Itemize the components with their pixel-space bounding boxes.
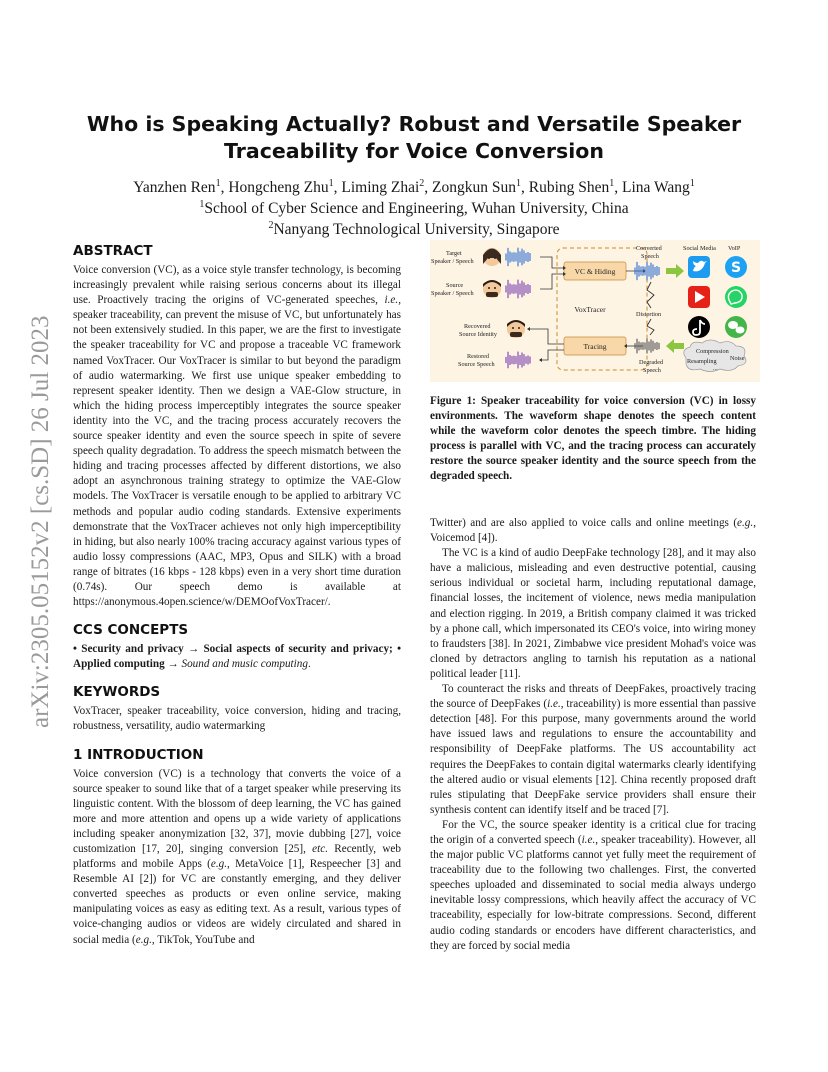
recovered-label-1: Recovered bbox=[464, 323, 491, 330]
source-label-2: Speaker / Speech bbox=[431, 290, 474, 297]
p4-ie: i.e. bbox=[581, 833, 596, 846]
author-affiliation-mark: 1 bbox=[215, 177, 221, 189]
author-affiliation-mark: 1 bbox=[609, 177, 615, 189]
converted-label-2: Speech bbox=[641, 253, 659, 260]
author-affiliation-mark: 2 bbox=[419, 177, 425, 189]
affiliation-mark: 1 bbox=[199, 198, 205, 210]
arxiv-stamp bbox=[18, 290, 58, 730]
distortion-label: Distortion bbox=[636, 311, 662, 318]
author-affiliation-mark: 1 bbox=[689, 177, 695, 189]
degraded-label-2: Speech bbox=[643, 367, 661, 374]
ccs-bold: • Security and privacy → Social aspects of security and privacy; • Applied computing → bbox=[73, 643, 401, 671]
degraded-label-1: Degraded bbox=[639, 359, 664, 366]
abstract-text bbox=[73, 263, 401, 610]
target-label-2: Speaker / Speech bbox=[431, 258, 474, 265]
voxtracer-label: VoxTracer bbox=[574, 305, 606, 314]
vc-hiding-label: VC & Hiding bbox=[574, 267, 616, 276]
p3-ie: i.e. bbox=[547, 698, 561, 711]
ccs-heading: CCS CONCEPTS bbox=[73, 622, 189, 639]
p3-part: , traceability) is more essential than passive detection [48]. For this purpose, many governments around the world have issued laws and regulations to ensure the accountability and responsibility of DeepFake platforms. The US accountability act requires the DeepFakes to contain digital watermarks clearly identifying the altered audio or visual elements [12]. China recently proposed draft rules stipulating that DeepFake service providers shall ensure their synthesis content can identify itself and be traced [7]. bbox=[430, 698, 756, 816]
p4-part: , speaker traceability). However, all the major public VC platforms cannot yet fully meet the requirement of traceability due to the following two challenges. First, the converted speeches uploaded and disseminated to social media always undergo inevitable lossy compressions, which heavily affect the accuracy of VC traceability, especially for low-bitrate compressions. Second, different audio coding standards or encoders have different characteristics, and they are forced by social media bbox=[430, 833, 756, 952]
author-name: Hongcheng Zhu bbox=[228, 179, 329, 196]
converted-label-1: Converted bbox=[636, 245, 662, 252]
figure-1 bbox=[430, 240, 760, 382]
intro-eg: e.g. bbox=[135, 933, 152, 946]
intro-eg: e.g. bbox=[210, 858, 228, 871]
ccs-text bbox=[73, 642, 401, 672]
recovered-label-2: Source Identity bbox=[459, 331, 497, 338]
author-block bbox=[80, 177, 748, 240]
left-column bbox=[73, 243, 401, 948]
resampling-label: Resampling bbox=[687, 358, 717, 365]
tracing-label: Tracing bbox=[583, 342, 607, 351]
intro-part: Recently, web platforms and mobile Apps ( bbox=[73, 843, 401, 871]
skype-glyph: S bbox=[730, 260, 742, 276]
affiliation-1 bbox=[80, 198, 748, 219]
p4-part: For the VC, the source speaker identity is a critical clue for tracing the origin of a converted speech ( bbox=[430, 818, 756, 846]
target-speaker-icon bbox=[483, 248, 501, 266]
intro-paragraph-2: The VC is a kind of audio DeepFake technology [28], and it may also have a malicious, misleading and even destructive potential, causing serious individual or societal harm, including reputational damage, financial losses, the incitement of violence, news media manipulation and election rigging. In 2019, a British company claimed it was tricked by a phone call, which impersonated its CEO's voice, into wiring money to fraudsters [38]. In 2021, Zimbabwe vice president Mohad's voice was cloned by detractors angling to tarnish his reputation as a national political leader [11]. bbox=[430, 547, 756, 680]
title-line-1: Who is Speaking Actually? Robust and Versatile Speaker bbox=[86, 112, 742, 136]
affiliation-mark: 2 bbox=[268, 219, 274, 231]
keywords-heading: KEYWORDS bbox=[73, 684, 161, 701]
p3-part: To counteract the risks and threats of DeepFakes, proactively tracing the source of DeepFakes ( bbox=[430, 683, 756, 711]
wechat-bubble-1 bbox=[728, 321, 738, 329]
cont-part: Twitter) and are also applied to voice calls and online meetings ( bbox=[430, 517, 738, 529]
author-affiliation-mark: 1 bbox=[516, 177, 521, 189]
recovered-speaker-icon bbox=[507, 320, 525, 338]
right-column bbox=[430, 516, 756, 954]
keywords-text: VoxTracer, speaker traceability, voice conversion, hiding and tracing, robustness, versatility, audio watermarking bbox=[73, 705, 401, 733]
target-label-1: Target bbox=[446, 250, 462, 257]
source-label-1: Source bbox=[446, 282, 464, 289]
wechat-bubble-2 bbox=[736, 327, 745, 334]
abstract-ie: i.e. bbox=[384, 294, 399, 307]
intro-paragraph-3 bbox=[430, 682, 756, 818]
abstract-part: Voice conversion (VC), as a voice style transfer technology, is becoming increasingly prevalent while raising serious concerns about its illegal use. Proactively tracing the origins of VC-generated speeches, bbox=[73, 264, 401, 307]
cont-eg: e.g. bbox=[737, 517, 754, 529]
ccs-italic: Sound and music computing bbox=[181, 658, 308, 671]
author-affiliation-mark: 1 bbox=[328, 177, 334, 189]
author-name: Yanzhen Ren bbox=[133, 179, 216, 196]
affiliation-1-text: School of Cyber Science and Engineering, Wuhan University, China bbox=[204, 200, 629, 217]
cont-part: , Voicemod [4]). bbox=[430, 517, 756, 545]
intro-etc: etc. bbox=[312, 843, 329, 855]
arxiv-stamp-text: arXiv:2305.05152v2 [cs.SD] 26 Jul 2023 bbox=[27, 315, 54, 728]
compression-label: Compression bbox=[696, 348, 729, 355]
author-name: Zongkun Sun bbox=[432, 179, 516, 196]
title-line-2: Traceability for Voice Conversion bbox=[224, 139, 604, 163]
affiliation-2 bbox=[80, 219, 748, 240]
intro-continuation bbox=[430, 516, 756, 546]
author-name: Liming Zhai bbox=[341, 179, 420, 196]
figure-caption: Figure 1: Speaker traceability for voice conversion (VC) in lossy environments. The waveform shape denotes the speech content while the waveform color denotes the speech timbre. The hiding process is parallel with VC, and the tracing process can accurately restore the source speaker identity and the source speech from the degraded speech. bbox=[430, 395, 756, 483]
noise-label: Noise bbox=[730, 355, 745, 362]
intro-part: Voice conversion (VC) is a technology that converts the voice of a source speaker to sound like that of a target speaker while preserving its linguistic content. With the blossom of deep learning, the VC has gained more and more attention and opens up a wide variety of applications including speaker anonymization [32, 37], movie dubbing [27], voice customization [17, 20], singing conversion [25], bbox=[73, 767, 401, 855]
author-name: Rubing Shen bbox=[528, 179, 610, 196]
social-media-label: Social Media bbox=[683, 245, 716, 252]
intro-part: , TikTok, YouTube and bbox=[151, 933, 255, 946]
figure-caption-block bbox=[430, 394, 756, 485]
cloud-dots: ... bbox=[713, 365, 718, 372]
restored-label-2: Source Speech bbox=[458, 361, 495, 368]
intro-part: , MetaVoice [1], Respeecher [3] and Resemble AI [2]) for VC are constantly emerging, and they deliver converted speeches as products or even online service, making manipulating voices as easy as editing text. As a result, various types of voice-changing audios or videos are widely circulated and shared in social media ( bbox=[73, 858, 401, 946]
author-name: Lina Wang bbox=[622, 179, 690, 196]
paper-title bbox=[80, 111, 748, 165]
intro-heading: 1 INTRODUCTION bbox=[73, 746, 204, 763]
voip-label: VoIP bbox=[728, 245, 741, 252]
intro-paragraph bbox=[73, 767, 401, 948]
intro-paragraph-4 bbox=[430, 818, 756, 954]
restored-label-1: Restored bbox=[467, 353, 489, 360]
ccs-end: . bbox=[307, 658, 311, 671]
figure-diagram bbox=[430, 240, 760, 382]
author-list: Yanzhen Ren$^1$, Hongcheng Zhu$^1$, Liming Zhai$^2$, Zongkun Sun$^1$, Rubing Shen$^1$, Lina Wang$^1$ bbox=[133, 177, 695, 196]
abstract-part: , speaker traceability, can prevent the misuse of VC, but unfortunately has not been extensively studied. In this paper, we are the first to investigate the speaker traceability for VC and propose a traceable VC framework named VoxTracer. Our VoxTracer is similar to but beyond the paradigm of audio watermarking. We first use unique speaker embedding to represent speaker identity. Then we design a VAE-Glow structure, in which the hiding process imperceptibly integrates the source speaker identity into the VC, and the tracing process accurately recovers the source speaker identity and even the source speech in spite of severe speech quality degradation. To address the speech mismatch between the hiding and tracing processes affected by different distortions, we also adopt an asynchronous training strategy to optimize the VAE-Glow models. The VoxTracer is versatile enough to be applied to arbitrary VC methods and popular audio coding standards. Extensive experiments demonstrate that the VoxTracer achieves not only high imperceptibility in hiding, but also nearly 100% tracing accuracy against various types of audio lossy compressions (AAC, MP3, Opus and SILK) with a broad range of bitrates (16 kbps - 128 kbps) even in a very short time duration (0.74s). Our speech demo is available at https://anonymous.4open.science/w/DEMOofVoxTracer/. bbox=[73, 294, 401, 609]
abstract-heading: ABSTRACT bbox=[73, 243, 153, 259]
affiliation-2-text: Nanyang Technological University, Singapore bbox=[273, 221, 560, 238]
source-speaker-icon bbox=[483, 280, 501, 298]
